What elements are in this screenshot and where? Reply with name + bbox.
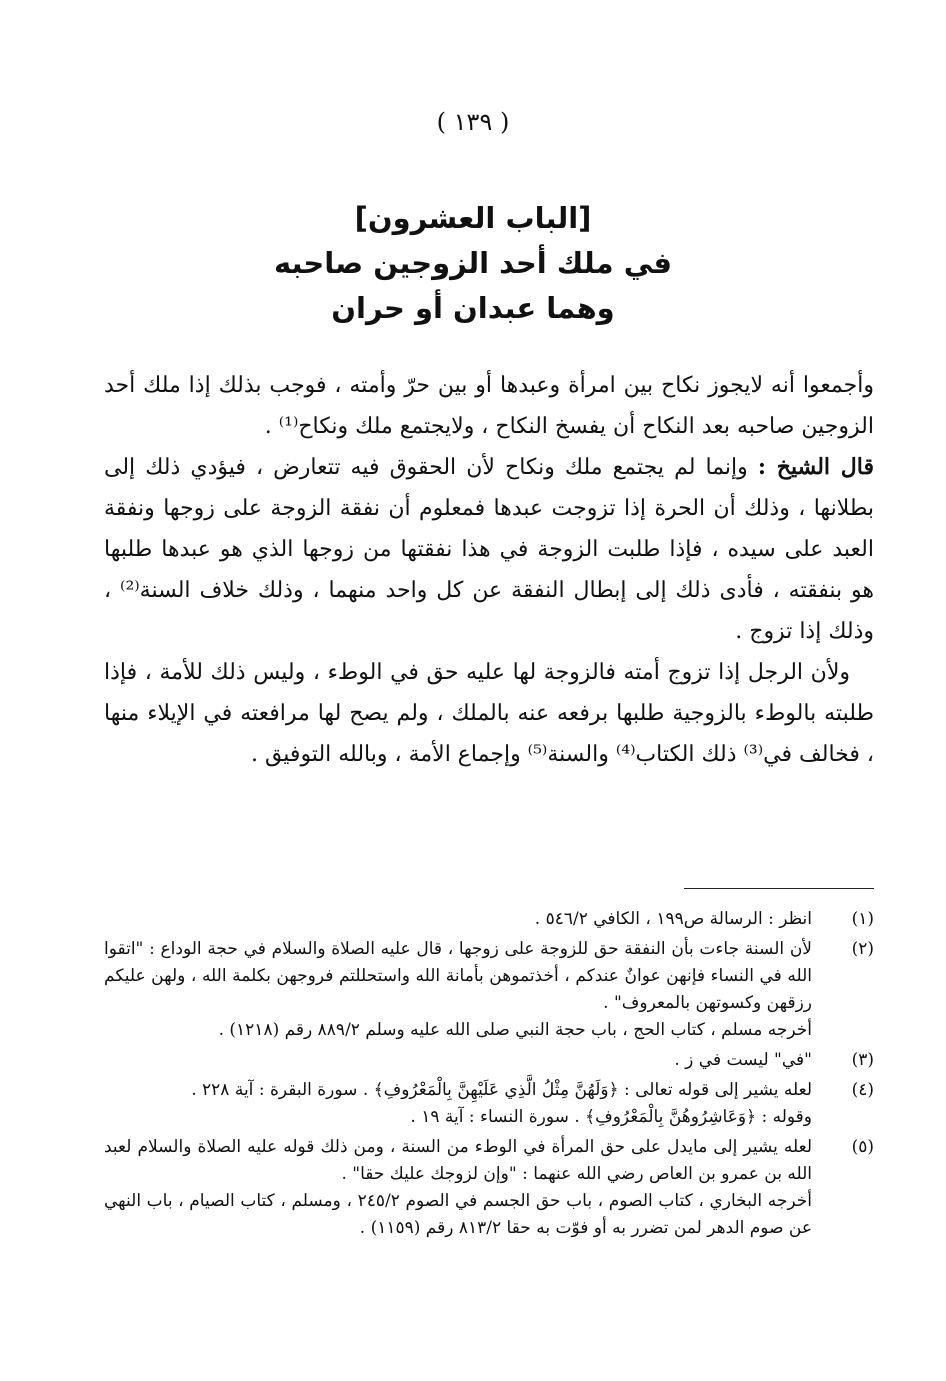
footnote-separator — [684, 888, 874, 889]
footnote-citation: أخرجه البخاري ، كتاب الصوم ، باب حق الجسم في الصوم ٢٤٥/٢ ، ومسلم ، كتاب الصيام ، باب النهي عن صوم الدهر لمن تضرر به أو فوّت به حقا ٨١٣/٢ رقم (١١٥٩) . — [104, 1191, 812, 1238]
chapter-subtitle: وهما عبدان أو حران — [331, 291, 615, 325]
footnote-number: (٥) — [851, 1137, 874, 1157]
footnote-text: وقوله : ﴿وَعَاشِرُوهُنَّ بِالْمَعْرُوفِ﴾ . سورة النساء : آية ١٩ . — [410, 1107, 812, 1127]
footnote-number: (٤) — [851, 1080, 874, 1100]
speaker-label: قال الشيخ : — [757, 454, 874, 480]
paragraph-2-text: وإنما لم يجتمع ملك ونكاح لأن الحقوق فيه تتعارض ، فيؤدي ذلك إلى بطلانها ، وذلك أن الحرة إذا تزوجت عبدها فمعلوم أن نفقة الزوجة على زوجها ونفقة العبد على سيده ، فإذا طلبت الزوجة في هذا نفقتها من زوجها الذي هو عبدها طلبها هو بنفقته ، فأدى ذلك إلى إبطال النفقة عن كل واحد منهما ، وذلك خلاف السنة⁽²⁾ ، وذلك إذا تزوج . — [104, 455, 875, 644]
footnotes — [104, 906, 874, 1245]
footnote-text: "في" ليست في ز . — [674, 1050, 812, 1070]
paragraph-1: وأجمعوا أنه لايجوز نكاح بين امرأة وعبدها أو بين حرّ وأمته ، فوجب بذلك إذا ملك أحد الزوجين صاحبه بعد النكاح أن يفسخ النكاح ، ولايجتمع ملك ونكاح⁽¹⁾ . — [104, 373, 874, 439]
main-text — [104, 365, 874, 775]
footnote-number: (١) — [851, 909, 874, 929]
footnote-number: (٣) — [851, 1050, 874, 1070]
footnote-5 — [104, 1134, 874, 1242]
footnote-4 — [104, 1077, 874, 1131]
footnote-2 — [104, 936, 874, 1044]
paragraph-3: ولأن الرجل إذا تزوج أمته فالزوجة لها عليه حق في الوطء ، وليس ذلك للأمة ، فإذا طلبته بالوطء بالزوجية طلبها برفعه عنه بالملك ، ولم يصح لها مرافعته في الإيلاء منها ، فخالف في⁽³⁾ ذلك الكتاب⁽⁴⁾ والسنة⁽⁵⁾ وإجماع الأمة ، وبالله التوفيق . — [104, 660, 874, 767]
footnote-text: لعله يشير إلى قوله تعالى : ﴿وَلَهُنَّ مِثْلُ الَّذِي عَلَيْهِنَّ بِالْمَعْرُوفِ﴾ . سورة البقرة : آية ٢٢٨ . — [191, 1080, 812, 1100]
page-number: ( ١٣٩ ) — [436, 108, 510, 136]
paragraph-2 — [104, 447, 874, 652]
footnote-text: انظر : الرسالة ص١٩٩ ، الكافي ٥٤٦/٢ . — [534, 909, 812, 929]
footnote-1 — [104, 906, 874, 933]
footnote-3 — [104, 1047, 874, 1074]
footnote-citation: أخرجه مسلم ، كتاب الحج ، باب حجة النبي صلى الله عليه وسلم ٨٨٩/٢ رقم (١٢١٨) . — [218, 1020, 812, 1040]
chapter-heading — [0, 196, 946, 331]
chapter-title: في ملك أحد الزوجين صاحبه — [273, 246, 673, 280]
footnote-number: (٢) — [851, 939, 874, 959]
footnote-text: لأن السنة جاءت بأن النفقة حق للزوجة على زوجها ، قال عليه الصلاة والسلام في حجة الوداع : "اتقوا الله في النساء فإنهن عوانٌ عندكم ، أخذتموهن بأمانة الله واستحللتم فروجهن بكلمة الله ، ولهن عليكم رزقهن وكسوتهن بالمعروف" . — [104, 939, 812, 1013]
footnote-text: لعله يشير إلى مايدل على حق المرأة في الوطء من السنة ، ومن ذلك قوله عليه الصلاة والسلام لعبد الله بن عمرو بن العاص رضي الله عنهما : "وإن لزوجك عليك حقا" . — [104, 1137, 812, 1184]
chapter-number: [الباب العشرون] — [354, 201, 592, 235]
